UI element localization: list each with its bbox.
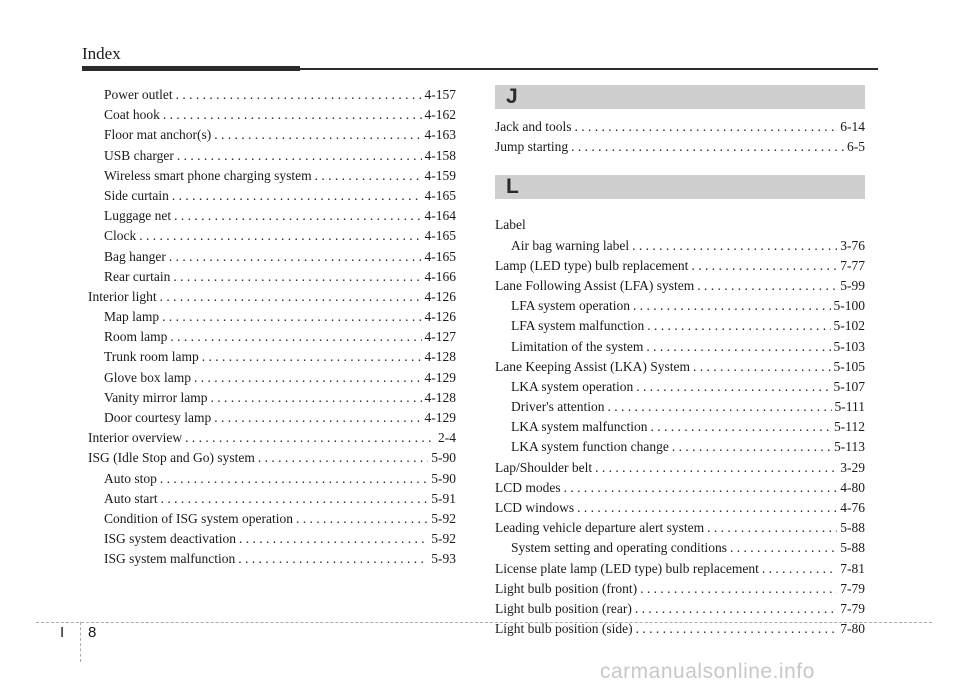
index-entry [88,146,456,166]
index-entry-page: 5-90 [431,470,456,486]
index-entry-text: Clock [104,228,137,244]
dot-leader [646,337,830,357]
dot-leader [650,417,831,437]
dot-leader [577,498,837,518]
index-entry-page: 7-79 [840,600,865,616]
index-entry-page: 5-88 [840,520,865,536]
dot-leader [647,316,830,336]
index-entry [88,388,456,408]
dot-leader [707,518,837,538]
index-entry [495,397,865,417]
index-entry-page: 4-129 [424,410,456,425]
index-entry-text: LCD windows [495,500,575,515]
index-entry-page: 7-77 [840,257,865,273]
index-entry-text: Bag hanger [104,248,166,264]
index-entry-page: 4-163 [424,127,456,143]
index-entry [495,296,865,316]
dot-leader [315,166,422,186]
index-entry-page: 4-128 [424,349,456,365]
dot-leader [762,559,837,579]
index-entry-text: Glove box lamp [104,369,191,385]
dot-leader [672,437,831,457]
dot-leader [177,146,422,166]
index-entry-text: Label [495,217,526,233]
dot-leader [172,186,422,206]
index-entry-text: Wireless smart phone charging system [104,167,312,183]
index-entry [495,599,865,619]
index-entry-page: 4-128 [424,389,456,405]
dot-leader [632,236,837,256]
index-entry [495,377,865,397]
index-entry-page: 5-112 [834,419,865,435]
index-entry-text: Room lamp [104,329,168,345]
index-entry-page: 5-99 [840,277,865,293]
dot-leader [239,529,428,549]
dot-leader [575,117,838,137]
index-entry-page: 4-165 [424,187,456,203]
dot-leader [160,287,422,307]
watermark-text: carmanualsonline.info [600,660,815,683]
index-entry [495,579,865,599]
footer-section-letter: I [60,624,65,641]
index-entry [88,529,456,549]
index-entry [495,137,865,157]
index-entry [495,559,865,579]
index-entry-text: Lane Following Assist (LFA) system [495,277,695,293]
index-entry-page: 4-165 [424,248,456,264]
dot-leader [693,357,831,377]
index-entry-page: 4-164 [424,208,456,224]
dot-leader [170,327,421,347]
index-entry-text: Side curtain [104,187,169,203]
index-entry-text: Vanity mirror lamp [104,389,208,405]
index-entry [495,458,865,478]
dot-leader [258,448,428,468]
index-entry-text: USB charger [104,147,174,163]
index-entry-page: 4-158 [424,147,456,163]
index-entry-text: Auto stop [104,470,157,486]
index-entry-text: LFA system operation [511,298,630,314]
section-letter-l: L [506,175,519,199]
index-entry-page: 7-81 [840,560,865,576]
index-entry [88,509,456,529]
index-entry-text: Door courtesy lamp [104,410,212,425]
index-entry [88,206,456,226]
index-entry [495,337,865,357]
index-entry-text: Driver's attention [511,399,605,415]
index-entry [495,498,865,518]
index-entry [88,368,456,388]
index-entry-page: 4-126 [424,309,456,325]
dot-leader [633,296,831,316]
index-entry-text: Lap/Shoulder belt [495,459,593,475]
index-entry-text: LCD modes [495,479,561,495]
index-entry-page: 4-80 [840,479,865,495]
index-entry [495,276,865,296]
index-entry-page: 4-127 [424,329,456,345]
index-entry-text: Luggage net [104,208,172,224]
index-entry-text: ISG system malfunction [104,551,236,567]
index-entry-text: Interior light [88,288,157,304]
index-header-title: Index [82,44,121,63]
index-entry-text: Power outlet [104,87,173,102]
index-entry-page: 4-157 [424,87,456,102]
index-entry [88,347,456,367]
section-header-j [495,85,865,109]
dot-leader [635,599,837,619]
index-entry-page: 3-76 [840,237,865,253]
index-entry-text: LKA system malfunction [511,419,648,435]
index-entry [495,478,865,498]
dot-leader [697,276,837,296]
index-entry-text: Limitation of the system [511,338,644,354]
dot-leader [162,307,421,327]
index-entry [88,186,456,206]
index-entry-text: Trunk room lamp [104,349,199,365]
index-entry-text: Jump starting [495,139,569,155]
index-entry-text: Lane Keeping Assist (LKA) System [495,358,690,374]
dot-leader [595,458,837,478]
index-entry-page: 4-129 [424,369,456,385]
index-entry-text: License plate lamp (LED type) bulb replacement [495,560,759,576]
index-entry-text: System setting and operating conditions [511,540,727,556]
header-rule-thick [82,66,300,71]
index-entry-text: Condition of ISG system operation [104,510,293,526]
section-j-entries [495,117,865,157]
index-entry [495,518,865,538]
index-entry-text: LFA system malfunction [511,318,645,334]
index-entry-page: 5-111 [834,399,865,415]
index-entry [88,105,456,125]
index-entry-text: ISG system deactivation [104,531,236,547]
index-entry [495,256,865,276]
dot-leader [163,105,422,125]
index-entry-text: Air bag warning label [511,237,630,253]
index-entry-page: 4-165 [424,228,456,244]
dot-leader [296,509,428,529]
index-entry-text: Jack and tools [495,119,572,134]
index-entry-page: 4-126 [424,288,456,304]
index-entry-page: 4-159 [424,167,456,183]
index-entry-page: 5-105 [833,358,865,374]
dot-leader [210,388,421,408]
index-entry-page: 5-88 [840,540,865,556]
footer-dashed-rule [36,622,932,623]
index-column-right [495,85,865,639]
dot-leader [730,538,837,558]
index-entry-text: Interior overview [88,430,183,446]
index-entry-text: Map lamp [104,309,160,325]
index-entry-page: 5-102 [833,318,865,334]
index-entry [88,226,456,246]
index-entry [88,85,456,105]
index-entry [88,408,456,428]
dot-leader [174,206,421,226]
index-entry [495,437,865,457]
dot-leader [173,267,421,287]
index-entry [495,236,865,256]
index-entry [495,357,865,377]
index-entry-text: Light bulb position (side) [495,621,633,637]
index-entry-text: Floor mat anchor(s) [104,127,212,143]
index-column-left [88,85,456,570]
index-entry-text: Lamp (LED type) bulb replacement [495,257,689,273]
index-entry [495,117,865,137]
index-entry-page: 4-76 [840,500,865,515]
index-entry [88,327,456,347]
dot-leader [640,579,837,599]
index-entry-page: 5-100 [833,298,865,314]
index-entry-page: 2-4 [438,430,456,446]
index-entry [495,316,865,336]
index-entry [88,307,456,327]
dot-leader [214,125,421,145]
index-entry [88,469,456,489]
dot-leader [160,469,428,489]
index-entry-text: Light bulb position (rear) [495,600,632,616]
index-entry-text: LKA system operation [511,378,634,394]
dot-leader [608,397,832,417]
footer-page-number: 8 [88,624,97,641]
index-entry-page: 3-29 [840,459,865,475]
index-entry [88,428,456,448]
index-entry [88,125,456,145]
index-entry-text: LKA system function change [511,439,669,455]
index-entry-page: 5-107 [833,378,865,394]
index-entry [495,215,865,235]
index-entry-page: 5-92 [431,510,456,526]
header-rule-thin [300,68,878,70]
index-entry [88,489,456,509]
index-entry-text: Coat hook [104,107,160,123]
index-entry-page: 5-103 [833,338,865,354]
index-entry-page: 6-5 [847,139,865,155]
dot-leader [564,478,838,498]
index-entry-page: 6-14 [840,119,865,134]
index-entry [88,448,456,468]
index-entry-page: 4-162 [424,107,456,123]
index-entry-page: 5-93 [431,551,456,567]
dot-leader [691,256,837,276]
index-entry-text: ISG (Idle Stop and Go) system [88,450,255,466]
dot-leader [185,428,435,448]
section-l-entries [495,215,865,639]
index-entry [88,267,456,287]
index-entry [495,538,865,558]
dot-leader [176,85,422,105]
index-entry-page: 5-91 [431,490,456,506]
index-entry-text: Auto start [104,490,158,506]
dot-leader [194,368,422,388]
index-entry-page: 4-166 [424,268,456,284]
index-entry [88,247,456,267]
dot-leader [636,377,830,397]
index-entry-page: 5-113 [834,439,865,455]
index-entry-text: Leading vehicle departure alert system [495,520,705,536]
dot-leader [161,489,429,509]
index-entry-page: 7-80 [840,621,865,637]
index-entry-text: Rear curtain [104,268,171,284]
footer-dashed-tick [80,622,81,662]
section-header-l [495,175,865,199]
index-entry [88,166,456,186]
index-entry-page: 5-92 [431,531,456,547]
index-entry-page: 7-79 [840,580,865,596]
index-entry [495,417,865,437]
index-entry-page: 5-90 [431,450,456,466]
index-entry [88,287,456,307]
dot-leader [571,137,844,157]
dot-leader [139,226,421,246]
section-letter-j: J [506,85,518,108]
index-entry-text: Light bulb position (front) [495,580,638,596]
index-entry [88,549,456,569]
dot-leader [169,247,422,267]
dot-leader [238,549,428,569]
dot-leader [214,408,421,428]
dot-leader [202,347,422,367]
